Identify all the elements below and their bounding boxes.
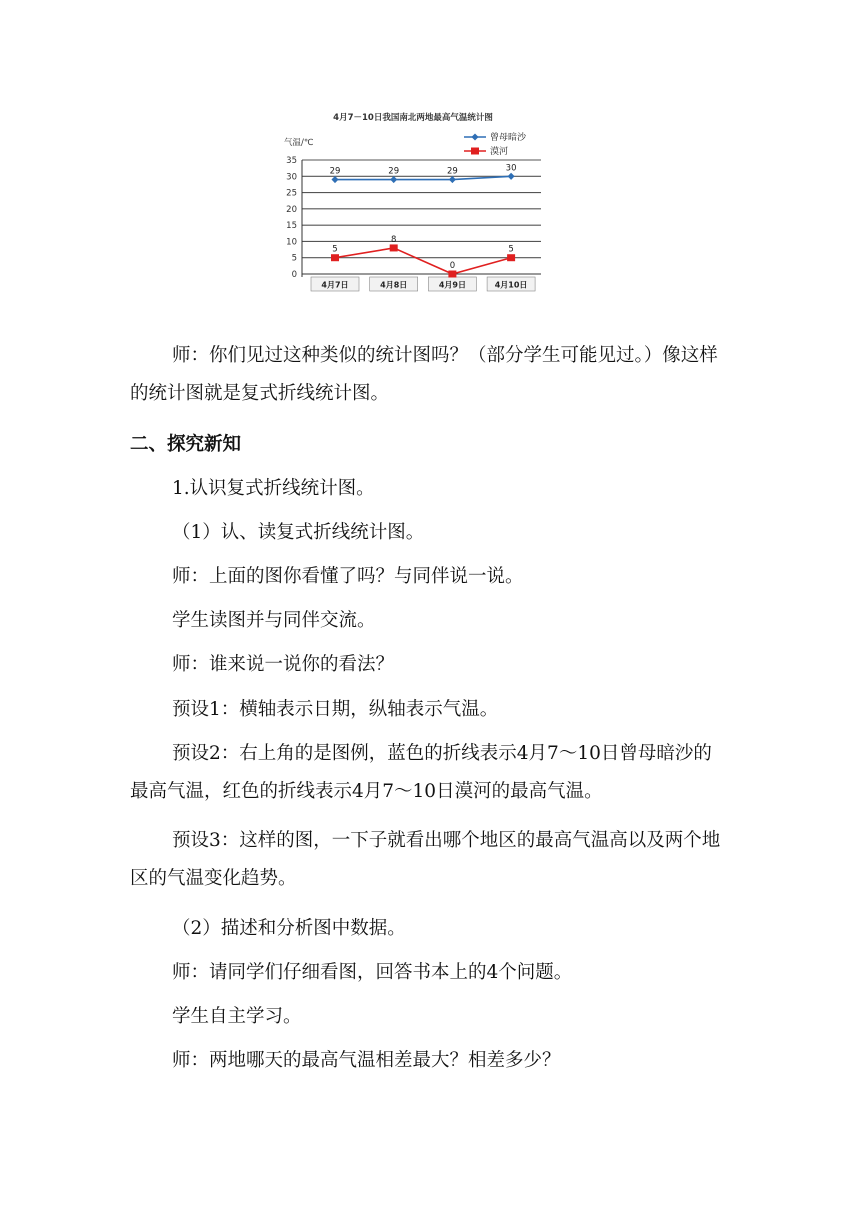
chart-series: [330, 163, 517, 277]
y-axis-label: 气温/℃: [284, 138, 314, 148]
paragraph-10: （2）描述和分析图中数据。: [172, 918, 406, 939]
paragraph-3: （1）认、读复式折线统计图。: [172, 522, 425, 543]
series-point: [331, 176, 338, 183]
series-point: [390, 244, 398, 251]
x-tick-label: 4月8日: [380, 280, 408, 290]
data-label: 0: [449, 261, 456, 271]
series-point: [507, 254, 515, 261]
y-tick-label: 10: [286, 237, 297, 248]
paragraph-1: 师：你们见过这种类似的统计图吗？（部分学生可能见过。）像这样的统计图就是复式折线统计图。: [130, 345, 718, 404]
y-tick-label: 25: [286, 188, 297, 199]
data-label: 29: [446, 166, 458, 177]
legend-label-series-1: 曾母暗沙: [490, 133, 527, 143]
data-label: 29: [388, 166, 400, 177]
x-tick-label: 4月7日: [321, 280, 349, 290]
paragraph-7: 预设1：横轴表示日期，纵轴表示气温。: [172, 699, 499, 720]
chart-legend: [464, 131, 527, 157]
series-point: [448, 271, 456, 278]
y-tick-label: 15: [286, 221, 297, 232]
y-tick-label: 20: [286, 204, 297, 215]
series-point: [508, 173, 515, 180]
paragraph-2: 1.认识复式折线统计图。: [172, 478, 375, 499]
data-label: 5: [332, 244, 338, 255]
section-heading: 二、探究新知: [130, 434, 242, 455]
data-label: 29: [329, 166, 341, 177]
data-label: 30: [505, 163, 517, 174]
legend-label-series-2: 漠河: [490, 147, 509, 157]
x-tick-label: 4月9日: [438, 280, 466, 290]
paragraph-12: 学生自主学习。: [172, 1006, 302, 1027]
chart-title: 4月7－10日我国南北两地最高气温统计图: [333, 113, 493, 123]
paragraph-4: 师：上面的图你看懂了吗？与同伴说一说。: [172, 566, 524, 587]
paragraph-8: 预设2：右上角的是图例，蓝色的折线表示4月7～10日曾母暗沙的最高气温，红色的折线表示4月7～10日漠河的最高气温。: [130, 743, 712, 802]
data-label: 8: [390, 234, 397, 245]
paragraph-6: 师：谁来说一说你的看法？: [172, 654, 395, 675]
paragraph-13: 师：两地哪天的最高气温相差最大？相差多少？: [172, 1050, 561, 1071]
series-point: [449, 176, 456, 183]
series-point: [390, 176, 397, 183]
y-tick-label: 35: [286, 156, 297, 166]
series-point: [331, 254, 339, 261]
legend-marker-series-1: [471, 133, 478, 140]
x-tick-labels: [311, 277, 535, 291]
data-label: 5: [508, 244, 514, 255]
y-tick-label: 5: [291, 253, 297, 264]
y-tick-label: 30: [286, 172, 297, 183]
legend-marker-series-2: [471, 148, 479, 155]
y-tick-label: 0: [291, 270, 297, 280]
paragraph-9: 预设3：这样的图，一下子就看出哪个地区的最高气温高以及两个地区的气温变化趋势。: [130, 830, 721, 889]
paragraph-5: 学生读图并与同伴交流。: [172, 610, 376, 631]
paragraph-11: 师：请同学们仔细看图，回答书本上的4个问题。: [172, 962, 573, 983]
series-line-2: [335, 248, 511, 274]
x-tick-label: 4月10日: [494, 280, 528, 290]
y-tick-labels: [286, 156, 297, 280]
temperature-line-chart: [278, 106, 548, 296]
